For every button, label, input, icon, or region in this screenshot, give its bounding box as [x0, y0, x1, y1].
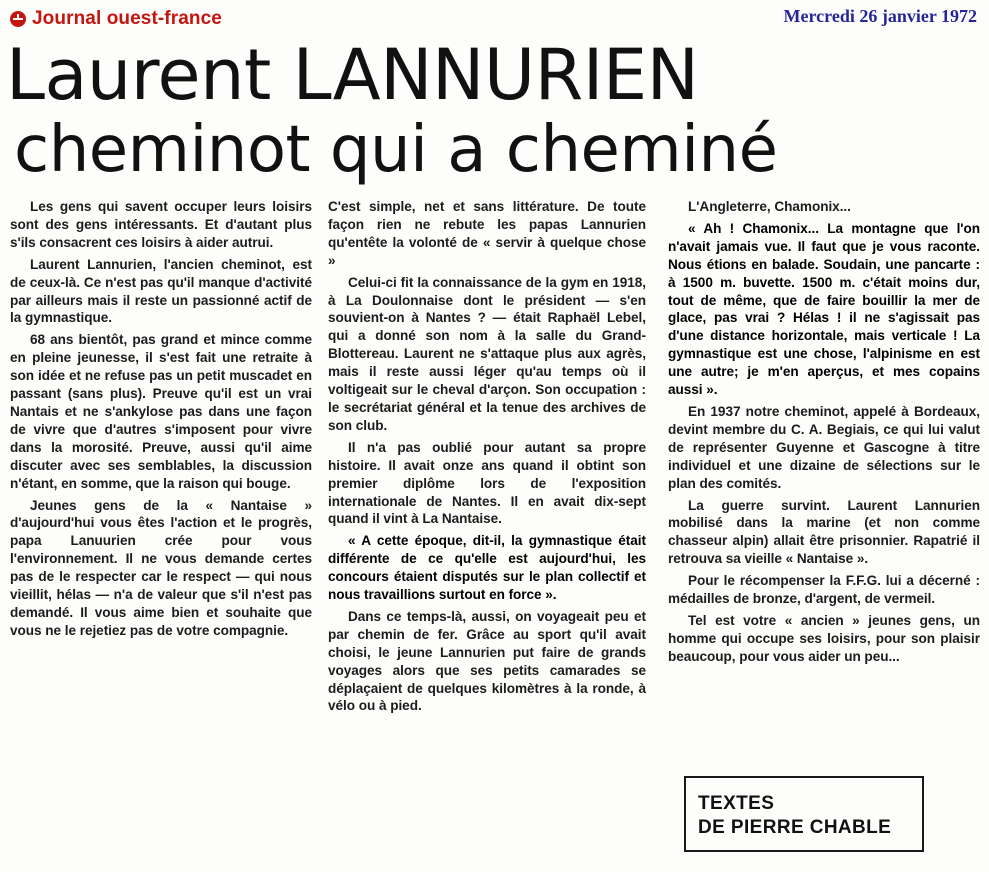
newspaper-source: Journal ouest-france — [32, 8, 222, 29]
paragraph: Il n'a pas oublié pour autant sa propre histoire. Il avait onze ans quand il obtint son premier diplôme lors de l'exposition internationale de Nantes. Il en avait dix-sept quand il vint à La Nantaise. — [328, 439, 646, 527]
paragraph: La guerre survint. Laurent Lannurien mobilisé dans la marine (et non comme chasseur alpin) allait être prisonnier. Rapatrié il retrouva sa vieille « Nantaise ». — [668, 497, 980, 567]
article-column-3 — [668, 198, 980, 670]
author-credit-box — [684, 776, 924, 852]
headline-line-2: cheminot qui a cheminé — [14, 113, 778, 187]
paragraph: 68 ans bientôt, pas grand et mince comme en pleine jeunesse, il s'est fait une retraite à son idée et ne refuse pas un petit muscadet en passant (sans plus). Preuve qu'il est un vrai Nantais et ne s'ankylose pas dans une façon de vivre que d'autres s'imposent pour vivre dans la morosité. Preuve, aussi qu'il aime discuter avec ses semblables, la discussion n'étant, en somme, que la raison qui bouge. — [10, 332, 312, 491]
paragraph: L'Angleterre, Chamonix... — [688, 199, 851, 214]
quote-paragraph: « A cette époque, dit-il, la gymnastique était différente de ce qu'elle est aujourd'hui, les concours étaient disputés sur le plan collectif et nous travaillions surtout en force ». — [328, 533, 646, 603]
paragraph: Les gens qui savent occuper leurs loisirs sont des gens intéressants. Et d'autant plus s'ils consacrent ces loisirs à aider autrui. — [10, 199, 312, 250]
publication-date: Mercredi 26 janvier 1972 — [783, 6, 977, 26]
paragraph: C'est simple, net et sans littérature. De toute façon rien ne rebute les papas Lannurien qu'entête la volonté de « servir à quelque chose » — [328, 199, 646, 268]
article-column-1 — [10, 198, 312, 644]
paragraph: Laurent Lannurien, l'ancien cheminot, est de ceux-là. Ce n'est pas qu'il manque d'activité par ailleurs mais il reste un passionné actif de la gymnastique. — [10, 256, 312, 326]
paragraph: Celui-ci fit la connaissance de la gym en 1918, à La Doulonnaise dont le président — s'en souvient-on à Nantes ? — était Raphaël Lebel, qui a donné son nom à la salle du Grand-Blottereau. Laurent ne s'attaque plus aux agrès, mais il reste aussi léger qu'au temps où il voltigeait sur le cheval d'arçon. Son occupation : le secrétariat général et la tenue des archives de son club. — [328, 274, 646, 433]
article-column-2 — [328, 198, 646, 719]
headline-line-1: Laurent LANNURIEN — [6, 34, 699, 116]
masthead — [10, 6, 222, 32]
ouest-france-logo-icon — [10, 11, 26, 27]
credit-line-2: DE PIERRE CHABLE — [698, 817, 892, 838]
paragraph: Tel est votre « ancien » jeunes gens, un homme qui occupe ses loisirs, pour son plaisir beaucoup, pour vous aider un peu... — [668, 612, 980, 664]
paragraph: Dans ce temps-là, aussi, on voyageait peu et par chemin de fer. Grâce au sport qu'il avait choisi, le jeune Lannurien put faire de grands voyages alors que ses petits camarades se déplaçaient de quelques kilomètres à la ronde, à vélo ou à pied. — [328, 608, 646, 714]
quote-paragraph: « Ah ! Chamonix... La montagne que l'on n'avait jamais vue. Il faut que je vous raconte. Nous étions en balade. Soudain, une pancarte : à 1500 m. buvette. 1500 m. c'était moins dur, tout de même, que de faire bouillir la mer de glace, pas vrai ? Hélas ! il ne s'agissait pas d'une distance horizontale, mais verticale ! La gymnastique est une chose, l'alpinisme en est une autre; je m'en aperçus, et mes copains aussi ». — [668, 220, 980, 398]
credit-line-1: TEXTES — [698, 793, 775, 814]
paragraph: Pour le récompenser la F.F.G. lui a décerné : médailles de bronze, d'argent, de vermeil. — [668, 573, 980, 607]
paragraph: En 1937 notre cheminot, appelé à Bordeaux, devint membre du C. A. Begiais, ce qui lui valut de représenter Guyenne et Gascogne à titre individuel et une dizaine de sélections sur le plan des comités. — [668, 403, 980, 491]
paragraph: Jeunes gens de la « Nantaise » d'aujourd'hui vous êtes l'action et le progrès, papa Lanuurien crée pour vous l'environnement. Il ne vous demande certes pas de le respecter car le respect — qui nous vieillit, hélas — n'a de valeur que s'il n'est pas demandé. Il vous aime bien et souhaite que vous ne le rejetiez pas de votre compagnie. — [10, 497, 312, 638]
